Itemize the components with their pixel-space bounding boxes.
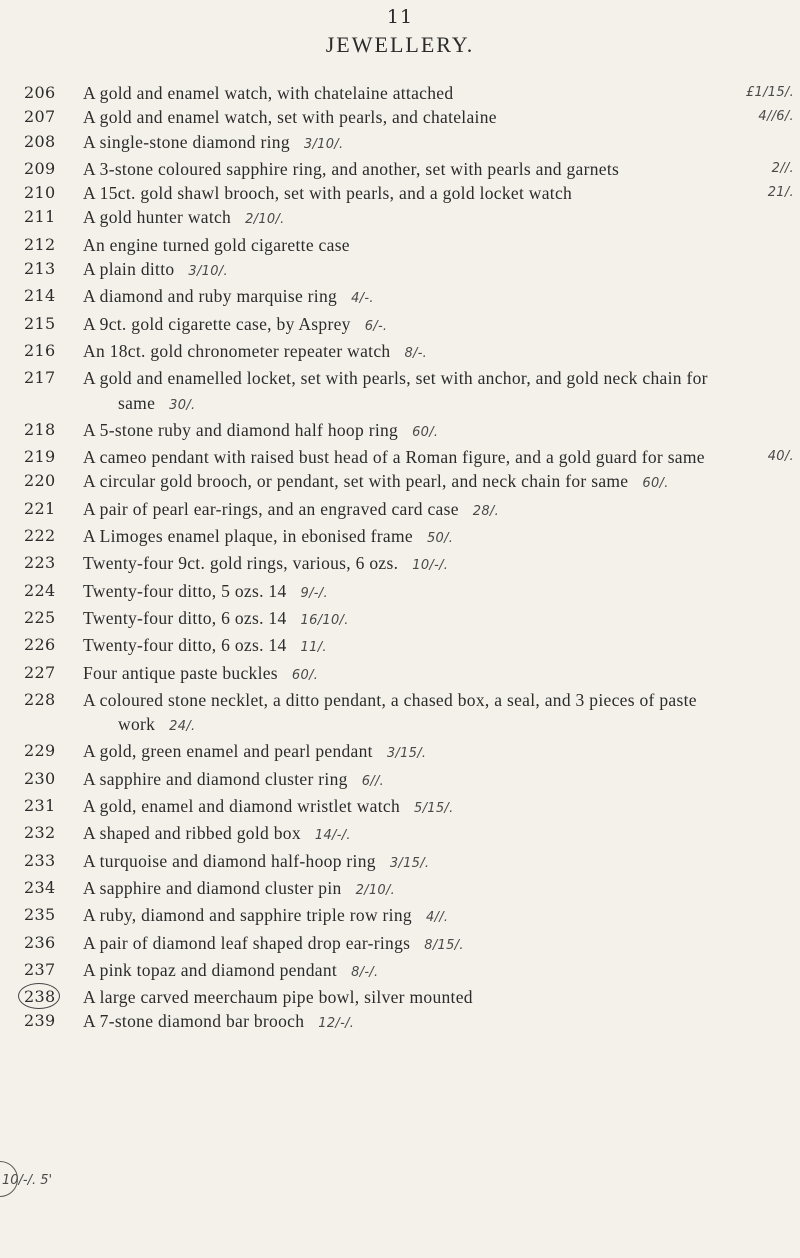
lot-description [83,849,748,876]
lot-description-text: Four antique paste buckles [83,662,278,683]
lot-entry [0,931,800,958]
lot-description [83,257,748,284]
lot-description [83,157,748,181]
lot-description-text: A circular gold brooch, or pendant, set with pearl, and neck chain for same [83,471,629,492]
lot-number: 224 [24,580,56,600]
lot-entry [0,81,800,105]
lot-description [83,205,748,232]
handwritten-price: 2//. [771,160,794,176]
lot-description [83,579,748,606]
lot-description-text: A sapphire and diamond cluster ring [83,768,348,789]
lot-entry [0,821,800,848]
lot-description-text: An 18ct. gold chronometer repeater watch [83,340,391,361]
lot-number: 218 [24,419,56,439]
lot-entry [0,157,800,181]
handwritten-price: 11/. [300,640,327,656]
lot-number: 230 [24,768,56,788]
lot-entry [0,579,800,606]
lot-description-text: A gold, green enamel and pearl pendant [83,741,373,762]
lot-number: 221 [24,498,56,518]
lot-description [83,312,748,339]
lot-number: 239 [24,1011,56,1031]
lot-description [83,767,748,794]
lot-description-text: A gold and enamelled locket, set with pearls, set with anchor, and gold neck chain for same [83,368,708,413]
margin-note-text: 10/-/. 5' [2,1173,53,1188]
handwritten-price: 3/15/. [386,746,427,762]
lot-description-text: A gold hunter watch [83,207,232,228]
handwritten-price: 8/15/. [424,937,464,953]
lot-list [0,81,800,1037]
lot-description-text: A ruby, diamond and sapphire triple row ring [83,905,412,926]
lot-description [83,418,748,445]
handwritten-price: 16/10/. [300,612,349,628]
handwritten-price: 50/. [426,531,454,547]
lot-entry [0,606,800,633]
handwritten-price: 4//. [425,910,449,926]
lot-entry [0,469,800,496]
lot-entry [0,339,800,366]
lot-entry [0,767,800,794]
lot-number: 208 [24,131,56,151]
lot-number: 214 [24,286,56,306]
handwritten-price: 4//6/. [758,109,794,125]
margin-bracket-icon [0,1161,18,1197]
lot-number: 231 [24,796,56,816]
handwritten-price: 60/. [642,476,669,492]
lot-description [83,876,748,903]
lot-description-text: Twenty-four 9ct. gold rings, various, 6 ozs. [83,553,399,574]
lot-number: 223 [24,553,56,573]
lot-description-text: A gold and enamel watch, with chatelaine attached [83,83,454,103]
lot-description-text: A diamond and ruby marquise ring [83,286,338,307]
lot-number: 219 [24,447,56,467]
lot-description [83,181,748,205]
lot-description-text: A pink topaz and diamond pendant [83,959,338,980]
lot-entry [0,1009,800,1036]
lot-entry [0,739,800,766]
lot-entry [0,633,800,660]
lot-entry [0,233,800,257]
lot-description [83,524,748,551]
lot-description-text: A gold and enamel watch, set with pearls, and chatelaine [83,107,497,128]
lot-description [83,497,748,524]
lot-number: 212 [24,234,56,254]
lot-entry [0,312,800,339]
lot-entry [0,497,800,524]
handwritten-price: 9/-/. [300,585,328,601]
handwritten-price: 3/10/. [188,264,228,280]
lot-description-text: Twenty-four ditto, 6 ozs. 14 [83,607,287,628]
handwritten-price: 3/15/. [389,855,430,871]
lot-number: 209 [24,158,56,178]
lot-description [83,445,748,469]
lot-description-text: A 3-stone coloured sapphire ring, and another, set with pearls and garnets [83,158,620,179]
lot-description [83,739,748,766]
lot-description-text: A cameo pendant with raised bust head of a Roman figure, and a gold guard for same [83,447,705,468]
lot-number: 228 [24,689,56,709]
lot-number: 238 [24,987,56,1007]
lot-number: 229 [24,741,56,761]
lot-entry [0,794,800,821]
lot-description-text: A single-stone diamond ring [83,131,290,152]
handwritten-price: 21/. [767,185,794,201]
lot-number: 232 [24,823,56,843]
lot-description-text: A Limoges enamel plaque, in ebonised frame [83,526,413,547]
handwritten-price: 28/. [472,503,500,519]
lot-description-text: A 5-stone ruby and diamond half hoop ring [83,419,399,440]
lot-number: 236 [24,932,56,952]
section-title: JEWELLERY. [325,32,475,57]
lot-description [83,606,748,633]
lot-number: 227 [24,662,56,682]
lot-description [83,931,748,958]
lot-entry [0,366,800,418]
lot-description [83,366,748,418]
lot-description-text: An engine turned gold cigarette case [83,234,350,255]
lot-entry [0,418,800,445]
lot-number: 237 [24,959,56,979]
lot-description [83,1009,748,1036]
lot-description-text: A plain ditto [83,259,175,280]
lot-description-text: A gold, enamel and diamond wristlet watch [83,796,401,817]
lot-description [83,794,748,821]
lot-entry [0,551,800,578]
lot-description [83,233,748,257]
page-number: 11 [386,6,414,28]
handwritten-price: 60/. [291,667,319,683]
lot-description-text: A 9ct. gold cigarette case, by Asprey [83,313,351,334]
handwritten-price: 24/. [169,719,196,735]
lot-description [83,821,748,848]
lot-number: 216 [24,340,56,360]
lot-description-text: A sapphire and diamond cluster pin [83,877,342,898]
handwritten-price: 2/10/. [245,212,285,228]
lot-number: 233 [24,850,56,870]
lot-number: 226 [24,635,56,655]
lot-description [83,284,748,311]
handwritten-price: 30/. [169,397,196,413]
lot-description [83,130,748,157]
lot-entry [0,181,800,205]
lot-description-text: A large carved meerchaum pipe bowl, silver mounted [83,987,473,1008]
handwritten-price: 12/-/. [318,1016,355,1032]
lot-number: 207 [24,107,56,127]
lot-description [83,551,748,578]
handwritten-price: 6/-. [364,318,388,334]
handwritten-price: 4/-. [351,291,374,307]
lot-description-text: A 7-stone diamond bar brooch [83,1011,305,1032]
lot-number: 211 [24,207,56,227]
lot-description-text: A pair of diamond leaf shaped drop ear-rings [83,932,411,953]
lot-entry [0,958,800,985]
lot-entry [0,876,800,903]
lot-entry [0,524,800,551]
handwritten-price: 40/. [767,449,794,465]
lot-entry [0,284,800,311]
lot-description [83,469,748,496]
lot-description [83,105,748,129]
lot-entry [0,849,800,876]
lot-description [83,985,748,1009]
lot-description-text: A coloured stone necklet, a ditto pendant, a chased box, a seal, and 3 pieces of paste work [83,689,697,735]
lot-number: 206 [24,83,56,102]
lot-number: 235 [24,905,56,925]
lot-entry [0,661,800,688]
lot-description [83,633,748,660]
lot-entry [0,903,800,930]
lot-number: 234 [24,877,56,897]
lot-description [83,688,748,740]
handwritten-price: 2/10/. [355,882,396,898]
lot-entry [0,105,800,129]
handwritten-price: 5/15/. [414,801,454,817]
lot-description-text: A pair of pearl ear-rings, and an engraved card case [83,498,459,519]
lot-description [83,339,748,366]
lot-description [83,661,748,688]
lot-number: 220 [24,471,56,491]
lot-number: 215 [24,313,56,333]
lot-description-text: Twenty-four ditto, 6 ozs. 14 [83,635,287,656]
lot-entry [0,257,800,284]
lot-description [83,903,748,930]
lot-description [83,81,748,105]
handwritten-price: 10/-/. [412,558,449,574]
lot-entry [0,445,800,469]
lot-number: 210 [24,183,56,203]
handwritten-price: 60/. [412,424,439,440]
lot-number: 225 [24,607,56,627]
handwritten-price: 3/10/. [303,136,344,152]
lot-number: 213 [24,259,56,279]
lot-number: 222 [24,526,56,546]
lot-description-text: A 15ct. gold shawl brooch, set with pearls, and a gold locket watch [83,183,573,204]
lot-entry [0,205,800,232]
lot-number: 217 [24,368,56,388]
handwritten-price: 8/-. [404,345,428,361]
lot-description [83,958,748,985]
handwritten-price: 8/-/. [351,964,379,980]
lot-description-text: A turquoise and diamond half-hoop ring [83,850,376,871]
lot-description-text: A shaped and ribbed gold box [83,823,301,844]
lot-description-text: Twenty-four ditto, 5 ozs. 14 [83,580,287,601]
handwritten-price: 14/-/. [314,828,351,844]
lot-entry [0,130,800,157]
margin-note [2,1173,52,1188]
lot-entry [0,688,800,740]
lot-entry [0,985,800,1009]
handwritten-price: 6//. [361,773,385,789]
handwritten-price: £1/15/. [745,85,794,100]
